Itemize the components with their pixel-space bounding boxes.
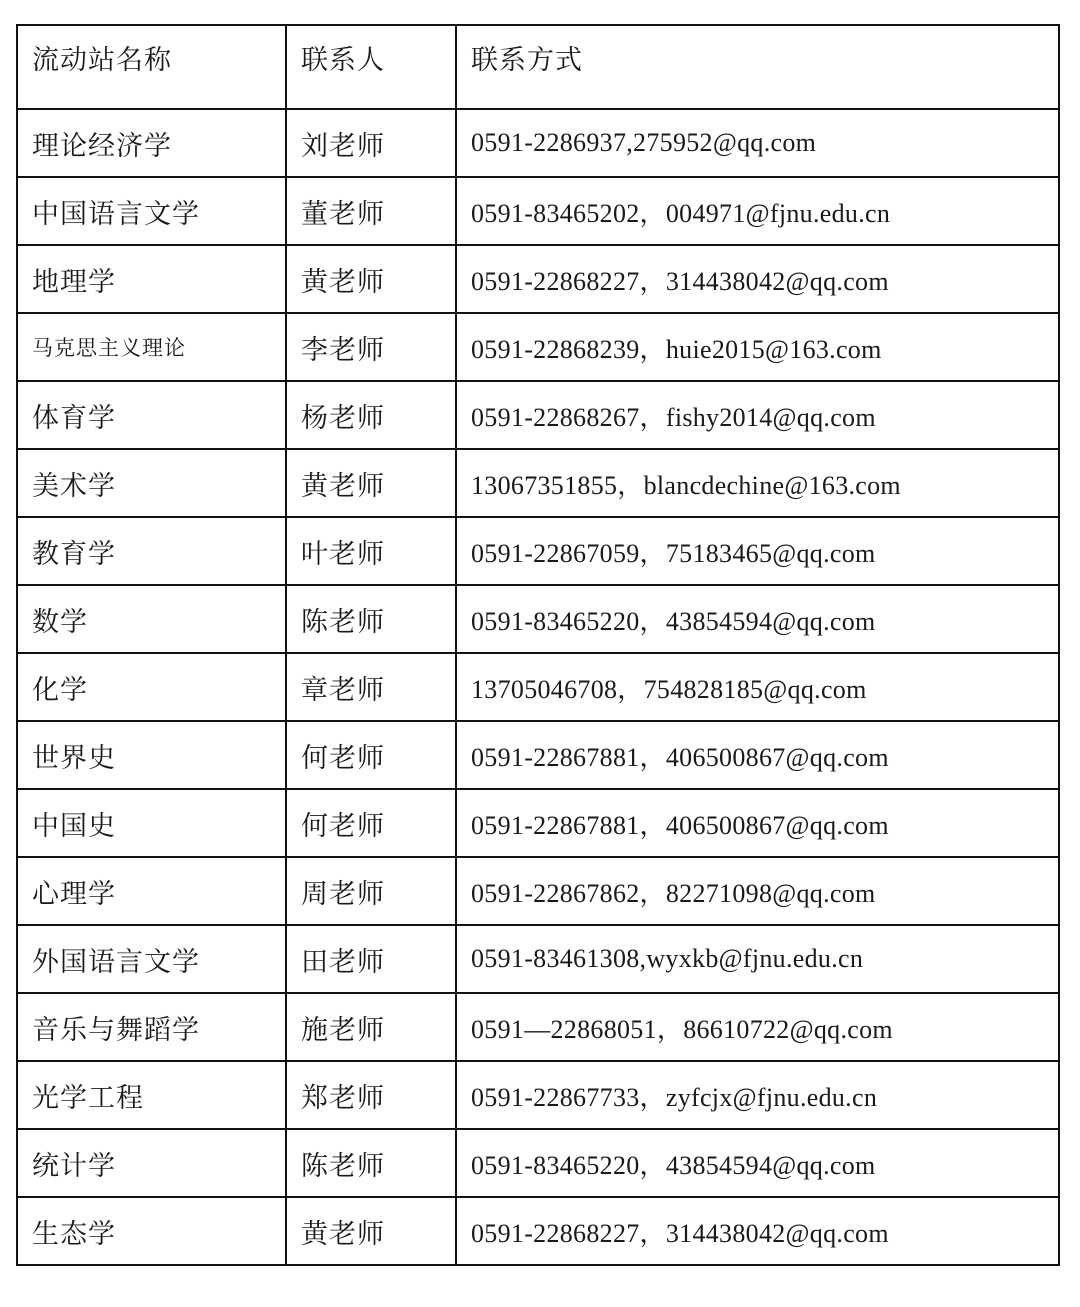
contact-info-cell: 0591-83465202，004971@fjnu.edu.cn [456,177,1059,245]
station-cell: 统计学 [17,1129,286,1197]
table-row [17,585,1059,653]
contact-info-cell: 0591-22868239，huie2015@163.com [456,313,1059,381]
table-row [17,925,1059,993]
station-cell: 光学工程 [17,1061,286,1129]
contact-person-cell: 黄老师 [286,449,456,517]
contact-person-cell: 叶老师 [286,517,456,585]
contact-info-cell: 0591-83461308,wyxkb@fjnu.edu.cn [456,925,1059,993]
contact-info-cell: 0591-22867733，zyfcjx@fjnu.edu.cn [456,1061,1059,1129]
contact-person-cell: 何老师 [286,721,456,789]
table-row [17,177,1059,245]
table-row [17,789,1059,857]
contact-person-cell: 刘老师 [286,109,456,177]
station-cell: 数学 [17,585,286,653]
contact-info-cell: 0591-22867881，406500867@qq.com [456,789,1059,857]
table-row [17,517,1059,585]
contact-person-cell: 施老师 [286,993,456,1061]
station-cell: 中国史 [17,789,286,857]
table-row [17,857,1059,925]
contact-info-cell: 0591—22868051，86610722@qq.com [456,993,1059,1061]
contact-person-cell: 黄老师 [286,1197,456,1265]
contact-info-cell: 0591-22868227，314438042@qq.com [456,245,1059,313]
table-row [17,1129,1059,1197]
contact-table-container [16,24,1058,1266]
table-row [17,993,1059,1061]
table-row [17,381,1059,449]
contact-info-cell: 0591-22868267，fishy2014@qq.com [456,381,1059,449]
contact-info-cell: 0591-83465220，43854594@qq.com [456,585,1059,653]
table-row [17,1061,1059,1129]
station-cell: 化学 [17,653,286,721]
table-row [17,449,1059,517]
station-cell: 心理学 [17,857,286,925]
contact-person-cell: 杨老师 [286,381,456,449]
station-cell: 马克思主义理论 [17,313,286,381]
contact-info-cell: 0591-2286937,275952@qq.com [456,109,1059,177]
table-header-row [17,25,1059,109]
table-row [17,245,1059,313]
table-row [17,313,1059,381]
station-cell: 外国语言文学 [17,925,286,993]
contact-person-cell: 李老师 [286,313,456,381]
contact-person-cell: 黄老师 [286,245,456,313]
header-contact-person: 联系人 [286,25,456,109]
header-contact-info: 联系方式 [456,25,1059,109]
table-row [17,721,1059,789]
contact-info-cell: 0591-83465220，43854594@qq.com [456,1129,1059,1197]
station-cell: 世界史 [17,721,286,789]
contact-person-cell: 陈老师 [286,1129,456,1197]
contact-info-cell: 13067351855，blancdechine@163.com [456,449,1059,517]
station-cell: 中国语言文学 [17,177,286,245]
station-cell: 生态学 [17,1197,286,1265]
contact-person-cell: 何老师 [286,789,456,857]
station-cell: 美术学 [17,449,286,517]
contact-info-cell: 13705046708，754828185@qq.com [456,653,1059,721]
station-cell: 体育学 [17,381,286,449]
contact-table [16,24,1060,1266]
header-station: 流动站名称 [17,25,286,109]
table-row [17,653,1059,721]
contact-info-cell: 0591-22867059，75183465@qq.com [456,517,1059,585]
station-cell: 教育学 [17,517,286,585]
contact-info-cell: 0591-22867862，82271098@qq.com [456,857,1059,925]
contact-person-cell: 郑老师 [286,1061,456,1129]
contact-person-cell: 董老师 [286,177,456,245]
contact-person-cell: 章老师 [286,653,456,721]
table-row [17,109,1059,177]
station-cell: 地理学 [17,245,286,313]
contact-person-cell: 陈老师 [286,585,456,653]
contact-info-cell: 0591-22867881，406500867@qq.com [456,721,1059,789]
station-cell: 理论经济学 [17,109,286,177]
contact-info-cell: 0591-22868227，314438042@qq.com [456,1197,1059,1265]
contact-person-cell: 周老师 [286,857,456,925]
station-cell: 音乐与舞蹈学 [17,993,286,1061]
contact-person-cell: 田老师 [286,925,456,993]
table-row [17,1197,1059,1265]
